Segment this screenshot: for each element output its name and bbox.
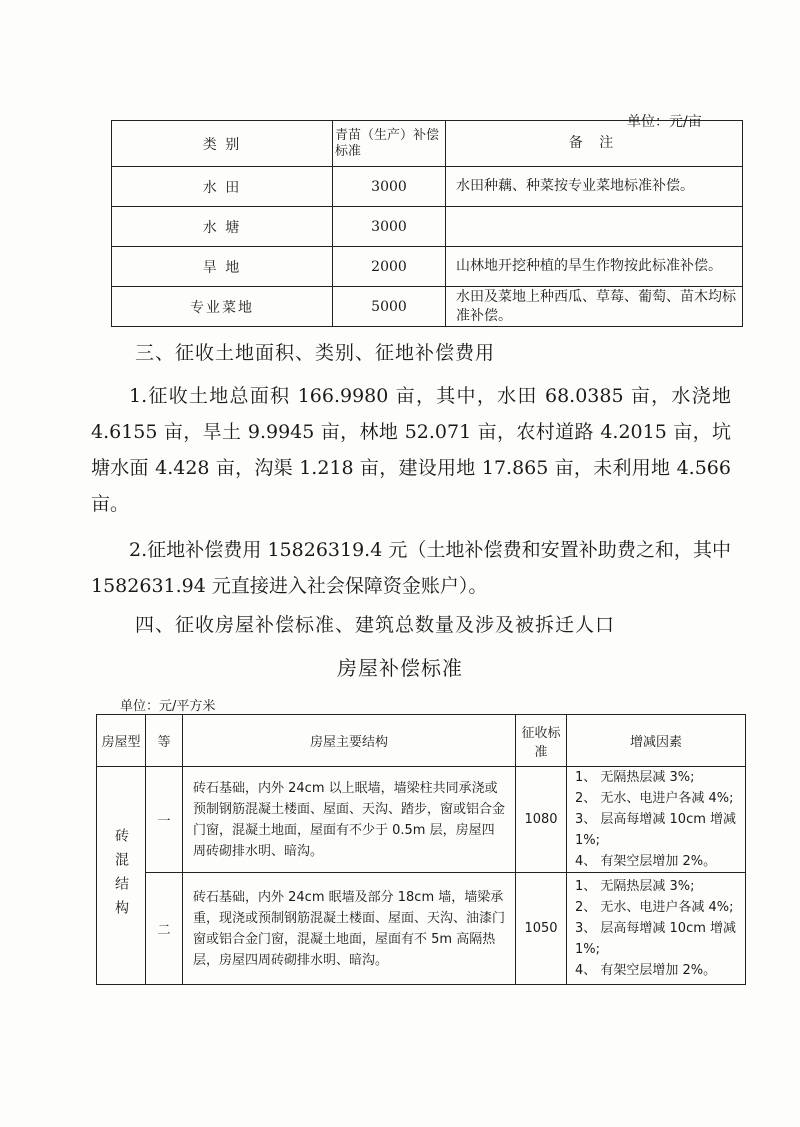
price-cell: 1080 bbox=[516, 767, 567, 873]
table-row bbox=[97, 873, 746, 985]
header-structure: 房屋主要结构 bbox=[183, 715, 516, 767]
house-type-label: 砖混结构 bbox=[113, 827, 129, 924]
structure-cell: 砖石基础，内外 24cm 以上眠墙，墙梁柱共同承浇或预制钢筋混凝土楼面、屋面、天沟、踏步，窗或铝合金门窗，混凝土地面，屋面有不少于 0.5m 层，房屋四周砖砌排水明、暗沟。 bbox=[183, 767, 516, 873]
crop-table-unit: 单位：元/亩 bbox=[627, 114, 702, 130]
house-compensation-table bbox=[96, 714, 746, 985]
row-category: 水 田 bbox=[112, 167, 333, 207]
row-standard: 2000 bbox=[333, 247, 446, 287]
table-row bbox=[112, 247, 743, 287]
row-note: 水田种藕、种菜按专业菜地标准补偿。 bbox=[446, 167, 743, 207]
section-4-heading: 四、征收房屋补偿标准、建筑总数量及涉及被拆迁人口 bbox=[135, 614, 616, 636]
land-area-paragraph: 1.征收土地总面积 166.9980 亩，其中，水田 68.0385 亩，水浇地 4.6155 亩，旱土 9.9945 亩，林地 52.071 亩，农村道路 4.2015 亩，坑塘水面 4.428 亩，沟渠 1.218 亩，建设用地 17.865 亩，未利用地 4.566 亩。 bbox=[91, 385, 731, 515]
house-table-unit: 单位：元/平方米 bbox=[120, 699, 216, 714]
factor-item: 3、 层高每增减 10cm 增减 1%; bbox=[575, 812, 737, 848]
price-cell: 1050 bbox=[516, 873, 567, 985]
row-category: 水 塘 bbox=[112, 207, 333, 247]
house-type-cell bbox=[97, 767, 146, 985]
row-standard: 5000 bbox=[333, 287, 446, 327]
row-note: 山林地开挖种植的旱生作物按此标准补偿。 bbox=[446, 247, 743, 287]
header-house-type: 房屋型 bbox=[97, 715, 146, 767]
header-category: 类 别 bbox=[112, 121, 333, 167]
factors-cell bbox=[567, 767, 746, 873]
table-row bbox=[97, 767, 746, 873]
header-price: 征收标准 bbox=[516, 715, 567, 767]
factor-item: 3、 层高每增减 10cm 增减 1%; bbox=[575, 921, 737, 957]
factor-item: 4、 有架空层增加 2%。 bbox=[575, 963, 717, 978]
table-header-row bbox=[112, 121, 743, 167]
table-row bbox=[112, 207, 743, 247]
table-row bbox=[112, 287, 743, 327]
factor-item: 2、 无水、电进户各减 4%; bbox=[575, 900, 734, 915]
structure-cell: 砖石基础，内外 24cm 眠墙及部分 18cm 墙，墙梁承重，现浇或预制钢筋混凝土楼面、屋面、天沟、油漆门窗或铝合金门窗，混凝土地面，屋面有不 5m 高隔热层，房屋四周砖砌排水明、暗沟。 bbox=[183, 873, 516, 985]
row-note: 水田及菜地上种西瓜、草莓、葡萄、苗木均标准补偿。 bbox=[446, 287, 743, 327]
row-category: 专业菜地 bbox=[112, 287, 333, 327]
row-note bbox=[446, 207, 743, 247]
row-standard: 3000 bbox=[333, 167, 446, 207]
compensation-paragraph: 2.征地补偿费用 15826319.4 元（土地补偿费和安置补助费之和，其中 1582631.94 元直接进入社会保障资金账户）。 bbox=[91, 539, 731, 597]
crop-compensation-table bbox=[111, 120, 743, 327]
header-factors: 增减因素 bbox=[567, 715, 746, 767]
header-grade: 等 bbox=[146, 715, 183, 767]
row-category: 旱 地 bbox=[112, 247, 333, 287]
header-standard: 青苗（生产）补偿标准 bbox=[333, 121, 446, 167]
section-3-heading: 三、征收土地面积、类别、征地补偿费用 bbox=[135, 342, 496, 364]
table-header-row bbox=[97, 715, 746, 767]
table-row bbox=[112, 167, 743, 207]
factor-item: 1、 无隔热层减 3%; bbox=[575, 879, 695, 894]
grade-cell: 二 bbox=[146, 873, 183, 985]
header-note: 备 注 bbox=[446, 121, 743, 167]
factor-item: 2、 无水、电进户各减 4%; bbox=[575, 791, 734, 806]
grade-cell: 一 bbox=[146, 767, 183, 873]
factors-cell bbox=[567, 873, 746, 985]
row-standard: 3000 bbox=[333, 207, 446, 247]
factor-item: 1、 无隔热层减 3%; bbox=[575, 770, 695, 785]
house-table-title: 房屋补偿标准 bbox=[337, 656, 463, 680]
factor-item: 4、 有架空层增加 2%。 bbox=[575, 854, 717, 869]
